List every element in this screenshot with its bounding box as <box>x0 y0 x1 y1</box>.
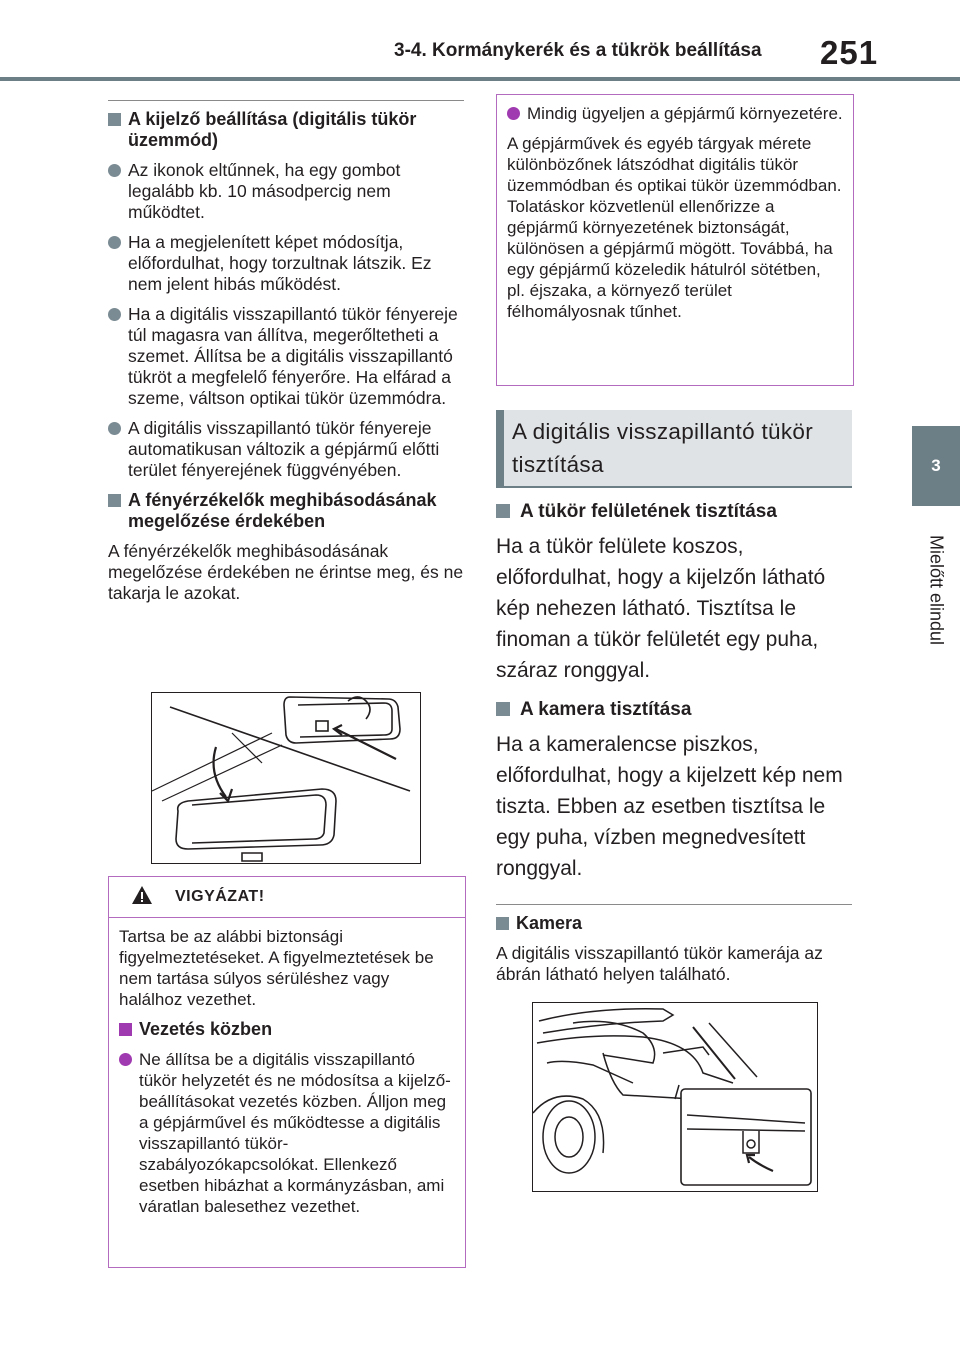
section-divider <box>108 100 464 101</box>
subsection-title-camera-cleaning: A kamera tisztítása <box>496 698 852 721</box>
notice-bullet: Mindig ügyeljen a gépjármű környezetére. <box>507 103 843 124</box>
left-column <box>108 100 464 613</box>
bullet-item: Ha a digitális visszapillantó tükör fényereje túl magasra van állítva, megerőltetheti a szemet. Állítsa be a digitális visszapillantó tükröt a megfelelő fényerőre. Ha elfárad a szeme, váltson optikai tükör üzemmódra. <box>108 304 464 409</box>
section-title-light-sensors: A fényérzékelők meghibásodásának megelőzése érdekében <box>108 490 464 532</box>
subsection-title-mirror: A tükör felületének tisztítása <box>496 500 852 523</box>
car-rear-drawing <box>533 1003 817 1191</box>
right-column <box>496 500 852 884</box>
header-rule <box>0 77 960 81</box>
notice-body <box>497 95 853 322</box>
bullet-item: Ha a megjelenített képet módosítja, előfordulhat, hogy torzultnak látszik. Ez nem jelent hibás működést. <box>108 232 464 295</box>
section-title-display-settings: A kijelző beállítása (digitális tükör üzemmód) <box>108 109 464 151</box>
bullet-item: Az ikonok eltűnnek, ha egy gombot legalább kb. 10 másodpercig nem működtet. <box>108 160 464 223</box>
notice-text: A gépjárművek és egyéb tárgyak mérete különbözőnek látszódhat digitális tükör üzemmódban és optikai tükör üzemmódban. Tolatáskor közvetlenül ellenőrizze a gépjármű környezetének biztonságát, különösen a gépjármű mögött. Továbbá, ha egy gépjármű közeledik hátulról sötétben, pl. éjszaka, a környező terület félhomályosnak tűnhet. <box>507 134 842 321</box>
chapter-tab-label <box>912 520 960 660</box>
caution-subtitle: Vezetés közben <box>119 1019 455 1040</box>
mirror-illustration <box>151 692 421 864</box>
chapter-tab-label-text: Mielőtt elindul <box>926 534 947 646</box>
caution-title: VIGYÁZAT! <box>175 888 265 905</box>
chapter-tab <box>912 426 960 506</box>
section-title-camera: Kamera <box>496 913 852 934</box>
camera-location-text: A digitális visszapillantó tükör kamerája az ábrán látható helyen található. <box>496 943 823 984</box>
section-divider <box>496 904 852 905</box>
section-header-title: A digitális visszapillantó tükör tisztítása <box>512 419 813 477</box>
notice-box <box>496 94 854 386</box>
camera-location-illustration <box>532 1002 818 1192</box>
caution-intro: Tartsa be az alábbi biztonsági figyelmeztetéseket. A figyelmeztetések be nem tartása súlyos sérüléshez vagy halálhoz vezethet. <box>119 927 434 1009</box>
chapter-title: 3-4. Kormánykerék és a tükrök beállítása <box>394 40 762 61</box>
section-header-bar <box>496 410 504 486</box>
chapter-tab-number: 3 <box>931 456 941 475</box>
caution-box <box>108 876 466 1268</box>
camera-cleaning-text: Ha a kameralencse piszkos, előfordulhat, hogy a kijelzett kép nem tiszta. Ebben az esetben tisztítsa le egy puha, vízben megnedvesített ronggyal. <box>496 733 843 880</box>
camera-section <box>496 904 852 994</box>
bullet-item: A digitális visszapillantó tükör fényereje automatikusan változik a gépjármű előtti terület fényerejének függvényében. <box>108 418 464 481</box>
section-header-underline <box>496 486 852 488</box>
mirror-cleaning-text: Ha a tükör felülete koszos, előfordulhat, hogy a kijelzőn látható kép nehezen látható. Tisztítsa le finoman a tükör felületét egy puha, száraz ronggyal. <box>496 535 826 682</box>
mirror-drawing <box>152 693 420 863</box>
caution-bullet: Ne állítsa be a digitális visszapillantó tükör helyzetét és ne módosítsa a kijelző-beállításokat vezetés közben. Álljon meg a gépjárművel és működtesse a digitális visszapillantó tükör-szabályozókapcsolókat. Ellenkező esetben hibázhat a kormányzásban, ami váratlan balesethez vezethet. <box>119 1049 455 1217</box>
caution-body <box>109 918 465 1217</box>
section-header-cleaning <box>496 410 852 486</box>
caution-header <box>109 877 465 918</box>
page-number: 251 <box>820 34 879 71</box>
light-sensor-text: A fényérzékelők meghibásodásának megelőzése érdekében ne érintse meg, és ne takarja le azokat. <box>108 541 464 603</box>
warning-icon <box>131 885 153 910</box>
